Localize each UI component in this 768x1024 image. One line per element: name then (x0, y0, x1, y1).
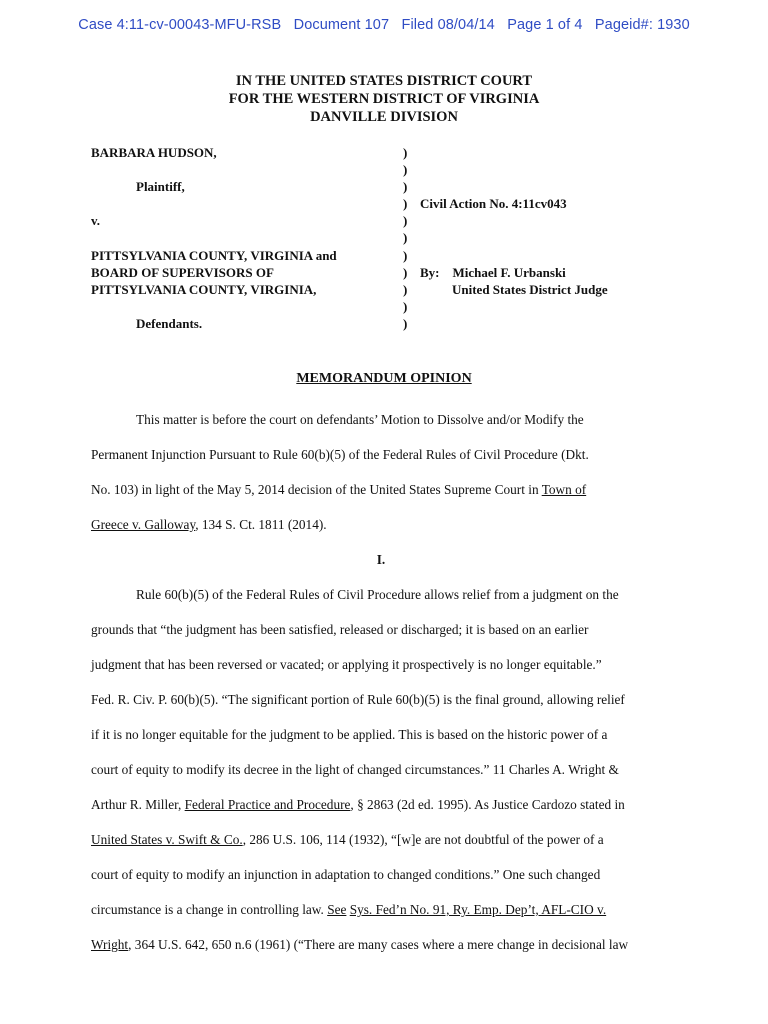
defendant-line-2: BOARD OF SUPERVISORS OF (91, 264, 274, 280)
case-citation: Wright (91, 937, 129, 952)
case-citation: Sys. Fed’n No. 91, Ry. Emp. Dep’t, AFL-CIO v. (349, 902, 607, 917)
paren: ) (403, 315, 408, 331)
judge-name: Michael F. Urbanski (452, 264, 566, 280)
paren: ) (403, 264, 408, 280)
text-line: if it is no longer equitable for the judgment to be applied. This is based on the historic power of a (91, 727, 608, 742)
paren: ) (403, 213, 408, 229)
civil-action-number: Civil Action No. 4:11cv043 (420, 196, 567, 212)
text-line: Rule 60(b)(5) of the Federal Rules of Civil Procedure allows relief from a judgment on the (136, 587, 619, 602)
paragraph-2 (91, 577, 671, 962)
paren: ) (403, 162, 408, 178)
judge-title: United States District Judge (452, 281, 608, 297)
defendants-label: Defendants. (136, 315, 203, 331)
court-line-1: IN THE UNITED STATES DISTRICT COURT (235, 73, 533, 89)
paren: ) (403, 230, 408, 246)
text-line: judgment that has been reversed or vacated; or applying it prospectively is no longer equitable.” (91, 657, 602, 672)
paren: ) (403, 298, 408, 314)
text-line: court of equity to modify an injunction in adaptation to changed conditions.” One such changed (91, 867, 601, 882)
defendant-line-3: PITTSYLVANIA COUNTY, VIRGINIA, (91, 281, 317, 297)
by-label: By: (420, 264, 440, 280)
page-id: Pageid#: 1930 (594, 17, 690, 33)
case-citation: United States v. Swift & Co. (91, 832, 243, 847)
court-line-2: FOR THE WESTERN DISTRICT OF VIRGINIA (228, 91, 540, 107)
case-citation: Town of (541, 482, 587, 497)
filed-date: Filed 08/04/14 (401, 17, 495, 33)
paren: ) (403, 145, 408, 160)
defendant-line-1: PITTSYLVANIA COUNTY, VIRGINIA and (91, 247, 337, 263)
document-number: Document 107 (293, 17, 390, 33)
paren: ) (403, 196, 408, 212)
paren: ) (403, 179, 408, 195)
judge-line (420, 264, 720, 281)
opinion-body (91, 402, 671, 962)
text-line: Permanent Injunction Pursuant to Rule 60(b)(5) of the Federal Rules of Civil Procedure (Dkt. (91, 447, 589, 462)
text-line: No. 103) in light of the May 5, 2014 decision of the United States Supreme Court in Town of (91, 482, 587, 497)
text-line: United States v. Swift & Co., 286 U.S. 106, 114 (1932), “[w]e are not doubtful of the power of a (91, 832, 604, 847)
case-citation: Greece v. Galloway (91, 517, 196, 532)
plaintiff-name: BARBARA HUDSON, (91, 145, 217, 160)
text-line: Wright, 364 U.S. 642, 650 n.6 (1961) (“There are many cases where a mere change in decisional law (91, 937, 629, 952)
court-line-3: DANVILLE DIVISION (310, 109, 458, 125)
text-line: Greece v. Galloway, 134 S. Ct. 1811 (2014). (91, 517, 327, 532)
text-line: Arthur R. Miller, Federal Practice and Procedure, § 2863 (2d ed. 1995). As Justice Cardozo stated in (91, 797, 625, 812)
page-count: Page 1 of 4 (507, 17, 583, 33)
plaintiff-label: Plaintiff, (136, 179, 185, 195)
signal-see: See (327, 902, 347, 917)
treatise-citation: Federal Practice and Procedure (184, 797, 351, 812)
court-heading (0, 72, 768, 126)
versus: v. (91, 213, 101, 229)
text-line: court of equity to modify its decree in the light of changed circumstances.” 11 Charles A. Wright & (91, 762, 619, 777)
case-number: Case 4:11-cv-00043-MFU-RSB (78, 17, 282, 33)
text-line: This matter is before the court on defendants’ Motion to Dissolve and/or Modify the (136, 412, 584, 427)
paragraph-1 (91, 402, 671, 542)
caption-case-info (420, 144, 720, 298)
case-caption (91, 144, 711, 340)
text-line: grounds that “the judgment has been satisfied, released or discharged; it is based on an earlier (91, 622, 589, 637)
caption-parties (91, 144, 401, 332)
text-line: Fed. R. Civ. P. 60(b)(5). “The significant portion of Rule 60(b)(5) is the final ground, allowing relief (91, 692, 625, 707)
filing-header (0, 17, 768, 33)
text-line: circumstance is a change in controlling law. See Sys. Fed’n No. 91, Ry. Emp. Dep’t, AFL-CIO v. (91, 902, 607, 917)
paren: ) (403, 281, 408, 297)
section-heading: I. (376, 552, 386, 567)
document-title: MEMORANDUM OPINION (296, 371, 472, 386)
paren: ) (403, 247, 408, 263)
caption-parentheses (403, 144, 413, 332)
